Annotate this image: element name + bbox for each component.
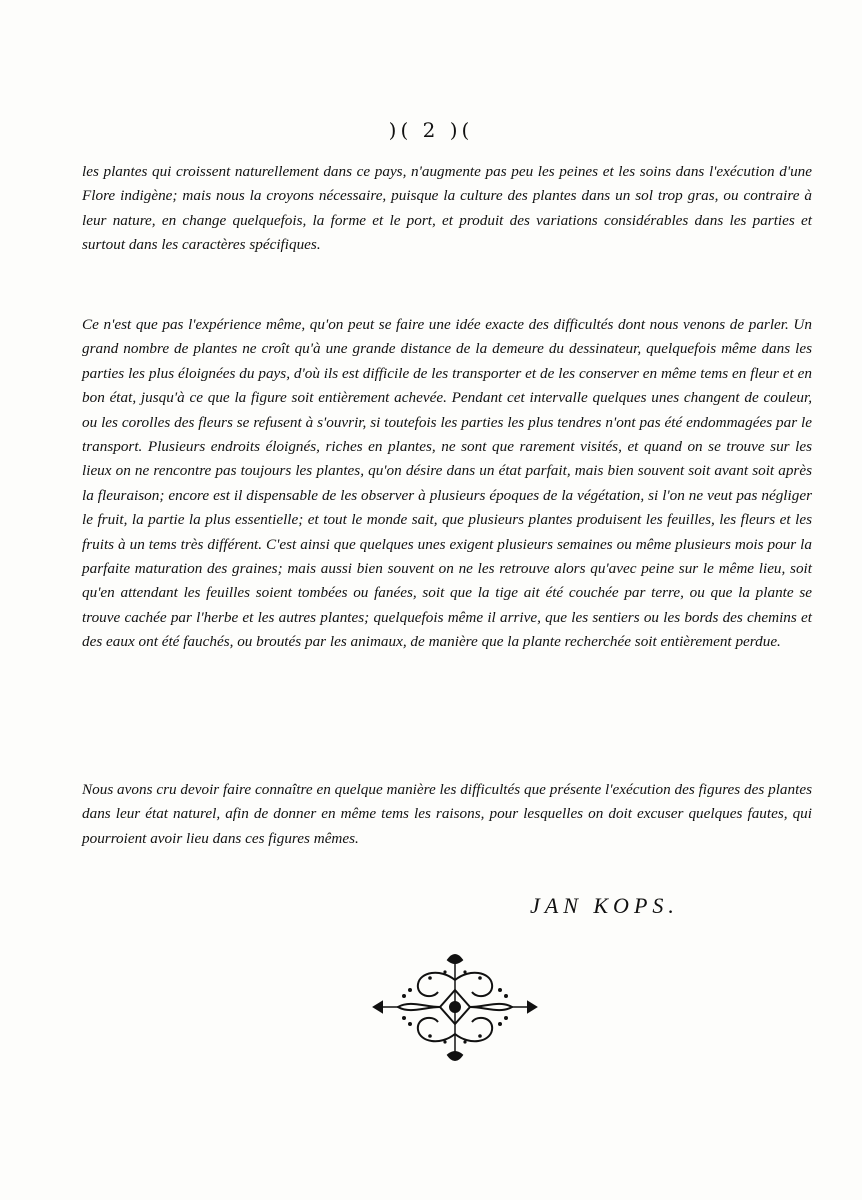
paragraph-text: Ce n'est que pas l'expérience même, qu'on peut se faire une idée exacte des difficultés dont nous venons de parler. Un grand nombre de plantes ne croît qu'à une grande distance de la demeure du dessinateur, quelquefois même dans les parties les plus éloignées du pays, d'où ils est difficile de les transporter et de les conserver en même tems en fleur et en bon état, jusqu'à ce que la figure soit entièrement achevée. Pendant cet intervalle quelques unes changent de couleur, ou les corolles des fleurs se refusent à s'ouvrir, si toutefois les parties les plus tendres n'ont pas été endommagées par le transport. Plusieurs endroits éloignés, riches en plantes, ne sont que rarement visités, et quand on se trouve sur les lieux on ne rencontre pas toujours les plantes, qu'on désire dans un état parfait, mais bien souvent soit avant soit après la fleuraison; encore est il dispensable de les observer à plusieurs époques de la végétation, si l'on ne veut pas négliger le fruit, la partie la plus essentielle; et tout le monde sait, que plusieurs plantes produisent les feuilles, les fleurs et les fruits à un tems très différent. C'est ainsi que quelques unes exigent plusieurs semaines ou même plusieurs mois pour la parfaite maturation des graines; mais aussi bien souvent on ne les retrouve alors qu'avec peine sur le même lieu, soit qu'en attendant les feuilles soient tombées ou fanées, soit que la tige ait été couchée par terre, ou que la plante se trouve cachée par l'herbe et les autres plantes; quelquefois même il arrive, que les sentiers ou les bords des chemins et des eaux ont été fauchés, ou broutés par les animaux, de manière que la plante recherchée soit entièrement perdue. [82,316,812,651]
paragraph-text: les plantes qui croissent naturellement dans ce pays, n'augmente pas peu les peines et les soins dans l'exécution d'une Flore indigène; mais nous la croyons nécessaire, puisque la culture des plantes dans un sol trop gras, ou contraire à leur nature, en change quelquefois, la forme et le port, et produit des variations considérables dans les parties et surtout dans les caractères spécifiques. [82,163,812,254]
decorative-ornament [370,950,540,1065]
signature: JAN KOPS. [530,893,679,918]
page-number: )( 2 )( [388,118,474,142]
paragraph-2 [82,313,812,655]
paragraph-3 [82,778,812,851]
paragraph-text: Nous avons cru devoir faire connaître en quelque manière les difficultés que présente l'exécution des figures des plantes dans leur état naturel, afin de donner en même tems les raisons, pour lesquelles on doit excuser quelques fautes, qui pourroient avoir lieu dans ces figures mêmes. [82,781,812,847]
paragraph-1 [82,160,812,258]
